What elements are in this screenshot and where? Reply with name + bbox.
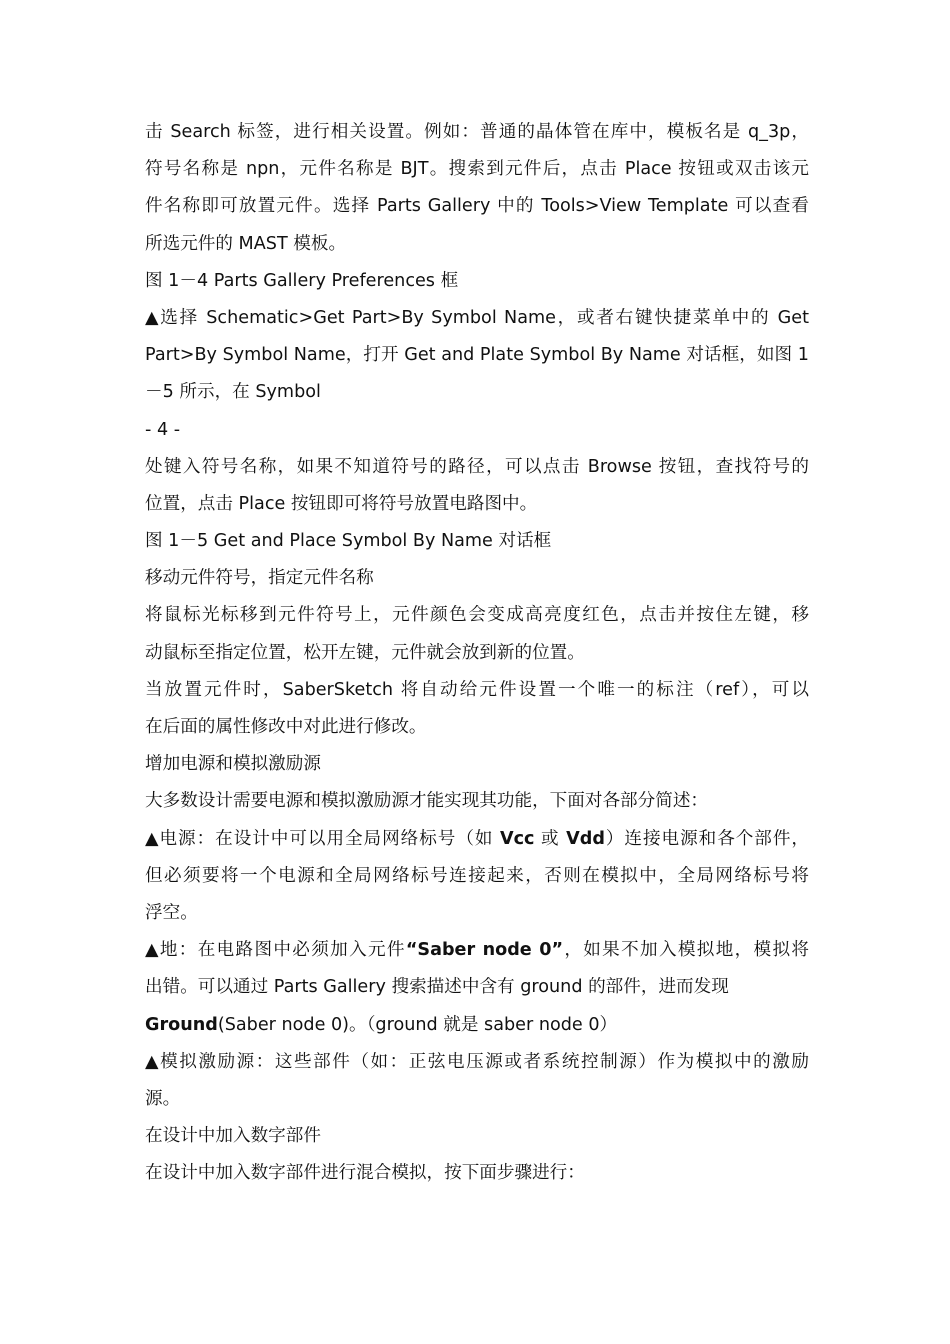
text-line	[145, 523, 809, 560]
text-line	[145, 895, 809, 932]
text-line	[145, 1118, 809, 1155]
text-run: 浮空。	[145, 902, 198, 923]
text-run: 增加电源和模拟激励源	[145, 754, 321, 775]
text-run: 件名称即可放置元件。选择 Parts Gallery 中的 Tools>View Template 可以查看	[145, 196, 809, 217]
text-run: 大多数设计需要电源和模拟激励源才能实现其功能，下面对各部分简述：	[145, 791, 709, 812]
text-line	[145, 337, 809, 374]
text-line	[145, 783, 809, 820]
text-run: 在设计中加入数字部件	[145, 1126, 321, 1147]
text-run: ▲模拟激励源：这些部件（如：正弦电压源或者系统控制源）作为模拟中的激励	[145, 1051, 809, 1072]
text-run: 或	[534, 828, 567, 849]
text-run: 图 1－4 Parts Gallery Preferences 框	[145, 270, 459, 291]
text-run: - 4 -	[145, 419, 181, 440]
text-run: 符号名称是 npn，元件名称是 BJT。搜索到元件后，点击 Place 按钮或双击该元	[145, 159, 809, 180]
text-run: 移动元件符号，指定元件名称	[145, 568, 374, 589]
text-line	[145, 263, 809, 300]
text-run: 出错。可以通过 Parts Gallery 搜索描述中含有 ground 的部件，进而发现	[145, 977, 729, 998]
text-line	[145, 449, 809, 486]
text-line	[145, 1081, 809, 1118]
text-run: ，如果不加入模拟地，模拟将	[563, 940, 809, 961]
text-run: 处键入符号名称，如果不知道符号的路径，可以点击 Browse 按钮，查找符号的	[145, 456, 809, 477]
text-line	[145, 188, 809, 225]
text-line	[145, 932, 809, 969]
text-run: (Saber node 0)。（ground 就是 saber node 0）	[217, 1014, 618, 1035]
text-run: 击 Search 标签，进行相关设置。例如：普通的晶体管在库中，模板名是 q_3p，	[145, 122, 809, 142]
text-line	[145, 709, 809, 746]
bold-text-run: “Saber node 0”	[405, 940, 564, 961]
text-line	[145, 746, 809, 783]
text-run: －5 所示，在 Symbol	[145, 382, 321, 403]
document-body	[145, 114, 809, 1192]
text-run: 当放置元件时，SaberSketch 将自动给元件设置一个唯一的标注（ref），可以	[145, 679, 809, 700]
text-run: 在后面的属性修改中对此进行修改。	[145, 717, 427, 737]
text-run: ▲选择 Schematic>Get Part>By Symbol Name，或者右键快捷菜单中的 Get	[145, 307, 809, 328]
text-run: ）连接电源和各个部件，	[604, 828, 809, 849]
text-line	[145, 1007, 809, 1044]
text-line	[145, 672, 809, 709]
text-run: 位置，点击 Place 按钮即可将符号放置电路图中。	[145, 493, 538, 514]
bold-text-run: Ground	[145, 1014, 218, 1035]
text-line	[145, 412, 809, 449]
text-run: 源。	[145, 1088, 181, 1109]
text-line	[145, 597, 809, 634]
text-line	[145, 1044, 809, 1081]
text-line	[145, 226, 809, 263]
bold-text-run: Vdd	[566, 828, 605, 849]
text-line	[145, 374, 809, 411]
text-line	[145, 821, 809, 858]
text-line	[145, 858, 809, 895]
text-line	[145, 151, 809, 188]
text-line	[145, 560, 809, 597]
text-run: 所选元件的 MAST 模板。	[145, 233, 347, 254]
text-line	[145, 1155, 809, 1192]
text-run: 动鼠标至指定位置，松开左键，元件就会放到新的位置。	[145, 642, 585, 663]
text-run: 在设计中加入数字部件进行混合模拟，按下面步骤进行：	[145, 1163, 585, 1184]
bold-text-run: Vcc	[499, 828, 535, 849]
text-line	[145, 300, 809, 337]
text-run: ▲电源：在设计中可以用全局网络标号（如	[145, 828, 500, 849]
text-line	[145, 969, 809, 1006]
text-line	[145, 486, 809, 523]
text-run: 图 1－5 Get and Place Symbol By Name 对话框	[145, 531, 552, 552]
text-run: 将鼠标光标移到元件符号上，元件颜色会变成高亮度红色，点击并按住左键，移	[145, 605, 809, 626]
text-line	[145, 114, 809, 151]
text-line	[145, 635, 809, 672]
text-run: 但必须要将一个电源和全局网络标号连接起来，否则在模拟中，全局网络标号将	[145, 865, 809, 886]
text-run: Part>By Symbol Name，打开 Get and Plate Symbol By Name 对话框，如图 1	[145, 345, 809, 366]
text-run: ▲地：在电路图中必须加入元件	[145, 940, 406, 961]
